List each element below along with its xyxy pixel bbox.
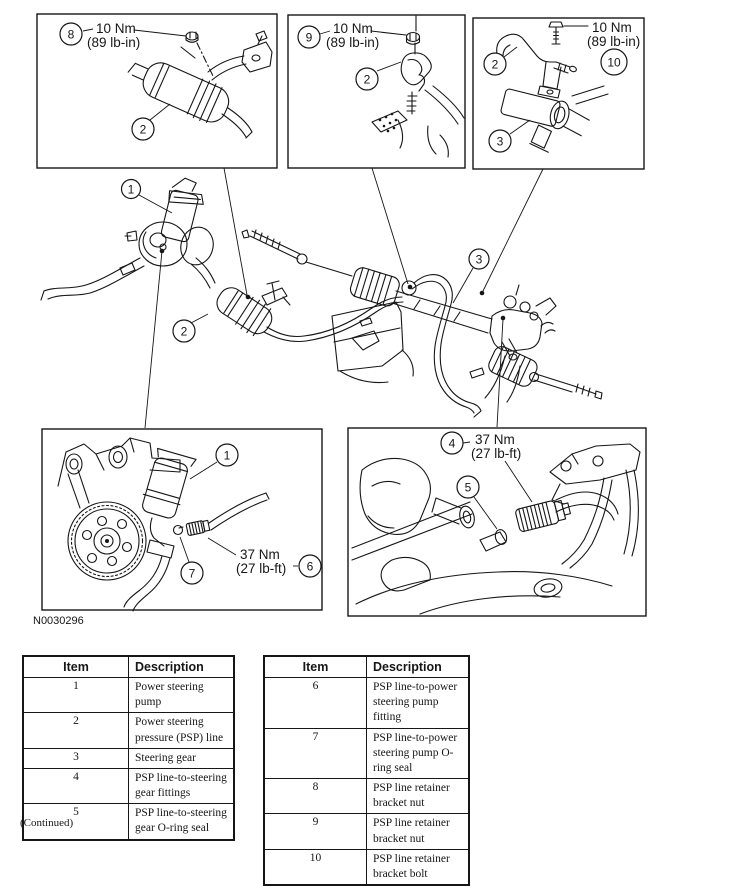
table-row [264,678,469,729]
table-header-row [23,656,234,678]
torque-value-alt: (89 lb-in) [326,35,380,50]
item-description: Power steering pump [129,678,235,713]
inset-top-middle [298,16,464,157]
leader-anchor-dot [408,285,413,290]
torque-value-alt: (27 lb-ft) [471,446,522,461]
callout-5 [457,476,497,529]
table-header-row [264,656,469,678]
item-description: PSP line retainer bracket nut [367,779,470,814]
table-row [23,678,234,713]
svg-text:10: 10 [607,55,621,70]
callout-2-top-left [132,104,170,140]
item-number: 5 [23,804,129,840]
bracket-bolt-art [549,22,588,44]
callout-1-main [122,180,173,214]
svg-text:3: 3 [496,134,504,149]
item-number: 3 [23,748,129,768]
callout-2-main [173,314,208,342]
callout-10 [601,49,627,75]
svg-text:1: 1 [223,448,231,463]
item-number: 6 [264,678,367,729]
pump-bracket-art [58,438,180,508]
svg-text:8: 8 [67,27,75,42]
psp-return-hose-art [412,275,481,417]
torque-value: 37 Nm [240,547,280,562]
table-row [264,814,469,849]
figure-part-number: N0030296 [33,615,84,627]
svg-text:1: 1 [127,182,135,197]
bracket-art [372,53,464,157]
item-number: 10 [264,849,367,885]
svg-text:9: 9 [305,30,313,45]
inset-top-right [484,20,640,160]
item-number: 7 [264,728,367,779]
table-row [264,779,469,814]
continued-note: (Continued) [20,817,74,829]
table-row [264,849,469,885]
item-number: 1 [23,678,129,713]
col-header-item: Item [23,656,129,678]
item-description: PSP line-to-steering gear O-ring seal [129,804,235,840]
callout-2-top-middle [356,62,401,90]
leader-anchor-dot [480,291,485,296]
svg-text:6: 6 [306,559,314,574]
item-description: Power steering pressure (PSP) line [129,713,235,748]
inset-bottom-right [352,432,640,614]
callout-4 [441,432,470,454]
torque-value: 10 Nm [333,21,373,36]
pump-supply-hose-art [41,258,144,300]
item-description: PSP line-to-power steering pump fitting [367,678,470,729]
svg-text:5: 5 [464,480,472,495]
callout-7 [180,537,203,584]
legend-table-right [263,655,470,886]
svg-text:2: 2 [363,72,371,87]
reservoir-art [124,448,196,611]
svg-text:7: 7 [188,566,196,581]
steering-gear-art [242,230,602,399]
inset-leader-lines [145,168,543,428]
table-row [23,748,234,768]
callout-1-bottom-left [190,444,238,479]
legend-table-left [22,655,235,841]
torque-leader [505,461,532,502]
torque-value-alt: (27 lb-ft) [236,561,287,576]
callout-3-top-right [489,120,530,152]
svg-text:4: 4 [448,436,456,451]
inset-top-left [60,21,272,140]
table-row [23,768,234,803]
item-description: PSP line-to-steering gear fittings [129,768,235,803]
leader-anchor-dot [501,316,506,321]
item-number: 4 [23,768,129,803]
item-description: PSP line-to-power steering pump O-ring seal [367,728,470,779]
item-description: PSP line retainer bracket bolt [367,849,470,885]
svg-text:2: 2 [139,122,147,137]
table-row [23,713,234,748]
item-description: PSP line retainer bracket nut [367,814,470,849]
torque-value: 10 Nm [96,21,136,36]
table-row [264,728,469,779]
torque-value: 37 Nm [475,432,515,447]
item-number: 2 [23,713,129,748]
col-header-description: Description [129,656,235,678]
retainer-nut-art [134,30,213,76]
col-header-description: Description [367,656,470,678]
psp-pipe-art [497,34,577,98]
item-description: Steering gear [129,748,235,768]
col-header-item: Item [264,656,367,678]
inset-bottom-left [58,438,321,611]
callout-3-main [453,249,489,303]
gear-fitting-art [432,497,572,546]
svg-text:3: 3 [475,252,483,267]
torque-value-alt: (89 lb-in) [587,34,641,49]
oring-and-fitting-art [174,493,270,536]
item-number: 8 [264,779,367,814]
torque-value: 10 Nm [592,20,632,35]
pump-pulley-art [68,502,146,580]
psp-line-art [191,258,416,342]
main-view [41,175,602,417]
torque-value-alt: (89 lb-in) [87,35,141,50]
svg-text:2: 2 [491,57,499,72]
engine-bay-art [352,444,640,614]
callout-2-top-right [484,47,517,75]
item-number: 9 [264,814,367,849]
svg-text:2: 2 [180,324,188,339]
